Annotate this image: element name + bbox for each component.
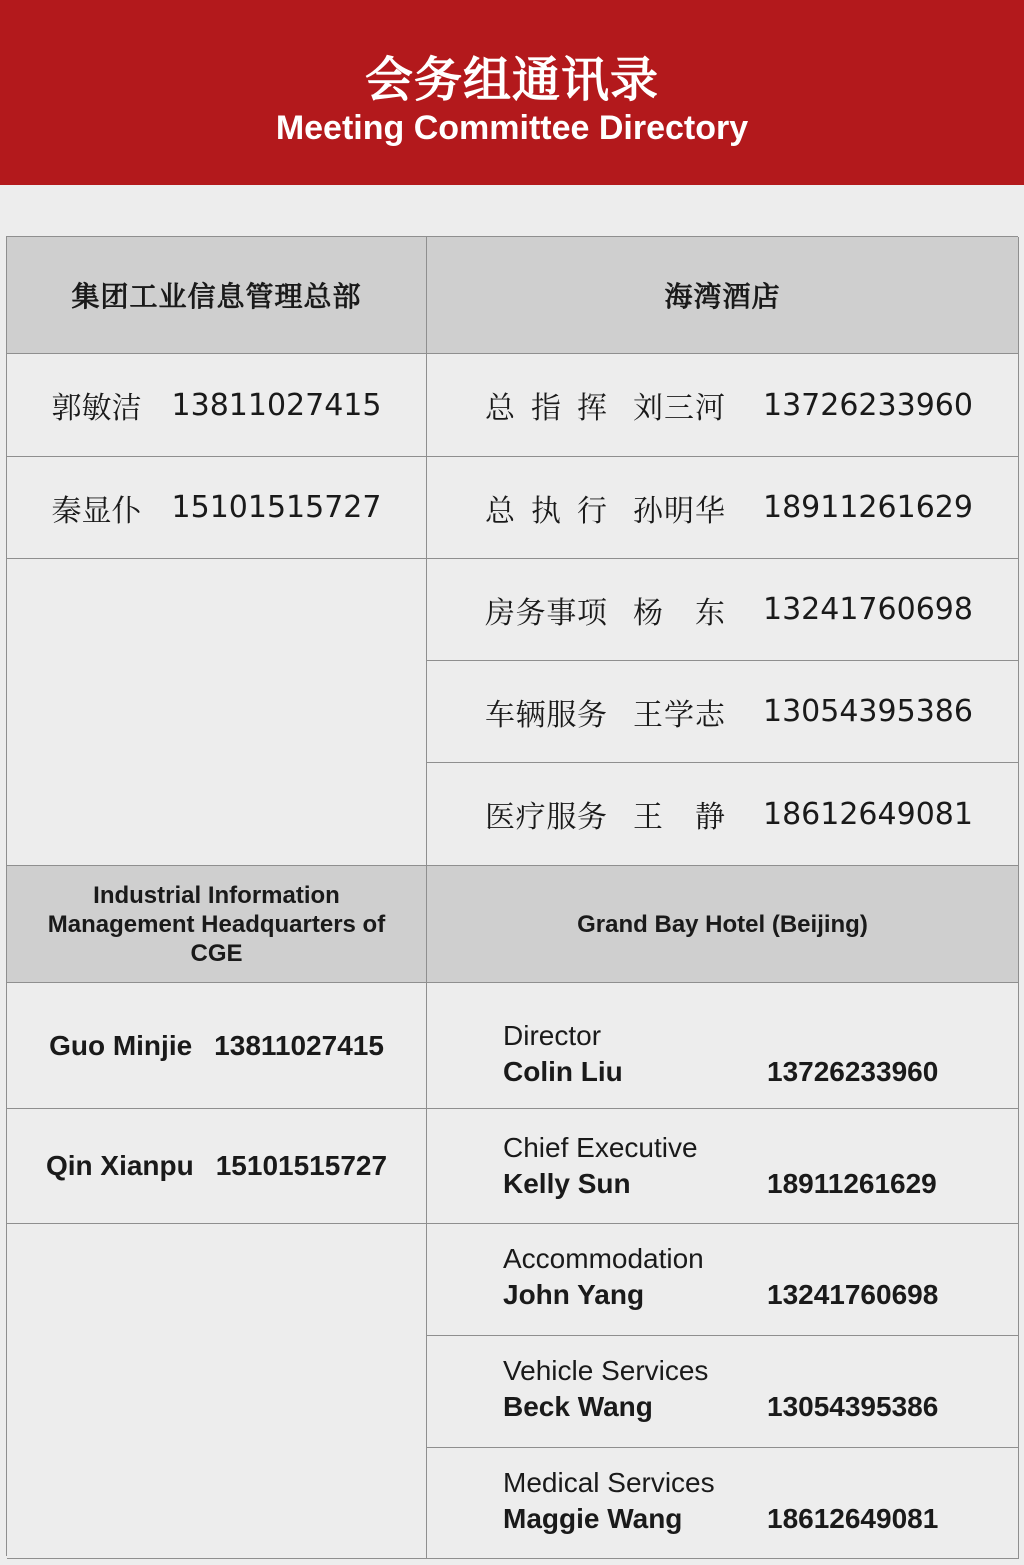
contact-role: Chief Executive <box>503 1132 698 1163</box>
right-contact-row <box>427 559 1019 661</box>
contact-name: 王学志 <box>633 697 725 733</box>
contact-role: 车辆服务 <box>485 697 607 733</box>
contact-phone: 18911261629 <box>767 1168 937 1199</box>
contact-name: Kelly Sun <box>503 1168 631 1199</box>
page-title-cn: 会务组通讯录 <box>364 52 659 108</box>
contact-phone: 13726233960 <box>767 1056 939 1087</box>
directory-table <box>6 236 1018 1556</box>
contact-role: 医疗服务 <box>485 800 607 835</box>
contact-name: 刘三河 <box>633 391 725 426</box>
right-contact-row <box>427 661 1019 763</box>
right-contact-row <box>427 457 1019 559</box>
empty-cell <box>7 1224 427 1559</box>
contact-phone: 18612649081 <box>763 796 973 832</box>
left-contact-row <box>7 1109 427 1224</box>
contact-role: 总指挥 <box>485 391 607 426</box>
contact-name: Qin Xianpu <box>45 1150 194 1181</box>
contact-role: 总执行 <box>485 493 607 529</box>
right-contact-row <box>427 1336 1019 1448</box>
contact-phone: 13726233960 <box>763 387 973 423</box>
right-contact-row <box>427 354 1019 457</box>
contact-name: 秦显仆 <box>51 493 142 529</box>
empty-cell <box>7 559 427 866</box>
contact-name: 孙明华 <box>633 493 725 529</box>
left-column-header-cn: 集团工业信息管理总部 <box>7 237 427 354</box>
contact-name: Maggie Wang <box>503 1503 683 1534</box>
right-contact-row <box>427 983 1019 1109</box>
contact-role: Medical Services <box>503 1467 715 1498</box>
left-contact-row <box>7 354 427 457</box>
contact-name: 郭敏洁 <box>51 391 142 426</box>
contact-phone: 13054395386 <box>763 694 973 729</box>
contact-phone: 15101515727 <box>171 490 382 525</box>
contact-name: 杨东 <box>633 595 725 631</box>
right-contact-row <box>427 763 1019 866</box>
contact-phone: 13811027415 <box>171 387 382 423</box>
contact-phone: 13241760698 <box>767 1279 939 1310</box>
right-column-header-en: Grand Bay Hotel (Beijing) <box>427 866 1019 983</box>
right-contact-row <box>427 1109 1019 1224</box>
contact-name: Colin Liu <box>503 1056 623 1087</box>
contact-name: John Yang <box>503 1279 645 1310</box>
left-contact-row <box>7 457 427 559</box>
contact-role: Accommodation <box>503 1243 704 1274</box>
contact-phone: 13241760698 <box>763 592 973 627</box>
contact-name: Guo Minjie <box>49 1029 193 1061</box>
contact-name: Beck Wang <box>503 1391 653 1422</box>
right-contact-row <box>427 1224 1019 1336</box>
page-title-en: Meeting Committee Directory <box>275 109 749 147</box>
contact-phone: 15101515727 <box>215 1150 388 1181</box>
left-contact-row <box>7 983 427 1109</box>
contact-role: Vehicle Services <box>503 1355 709 1386</box>
contact-role: Director <box>503 1020 602 1051</box>
contact-phone: 13054395386 <box>767 1391 939 1422</box>
contact-phone: 18911261629 <box>763 490 973 525</box>
right-column-header-cn: 海湾酒店 <box>427 237 1019 354</box>
page-header <box>0 0 1024 185</box>
contact-name: 王静 <box>633 800 725 835</box>
contact-role: 房务事项 <box>485 595 607 631</box>
contact-phone: 18612649081 <box>767 1503 939 1534</box>
left-column-header-en: Industrial Information Management Headquarters of CGE <box>7 866 427 983</box>
right-contact-row <box>427 1448 1019 1559</box>
contact-phone: 13811027415 <box>214 1029 384 1061</box>
